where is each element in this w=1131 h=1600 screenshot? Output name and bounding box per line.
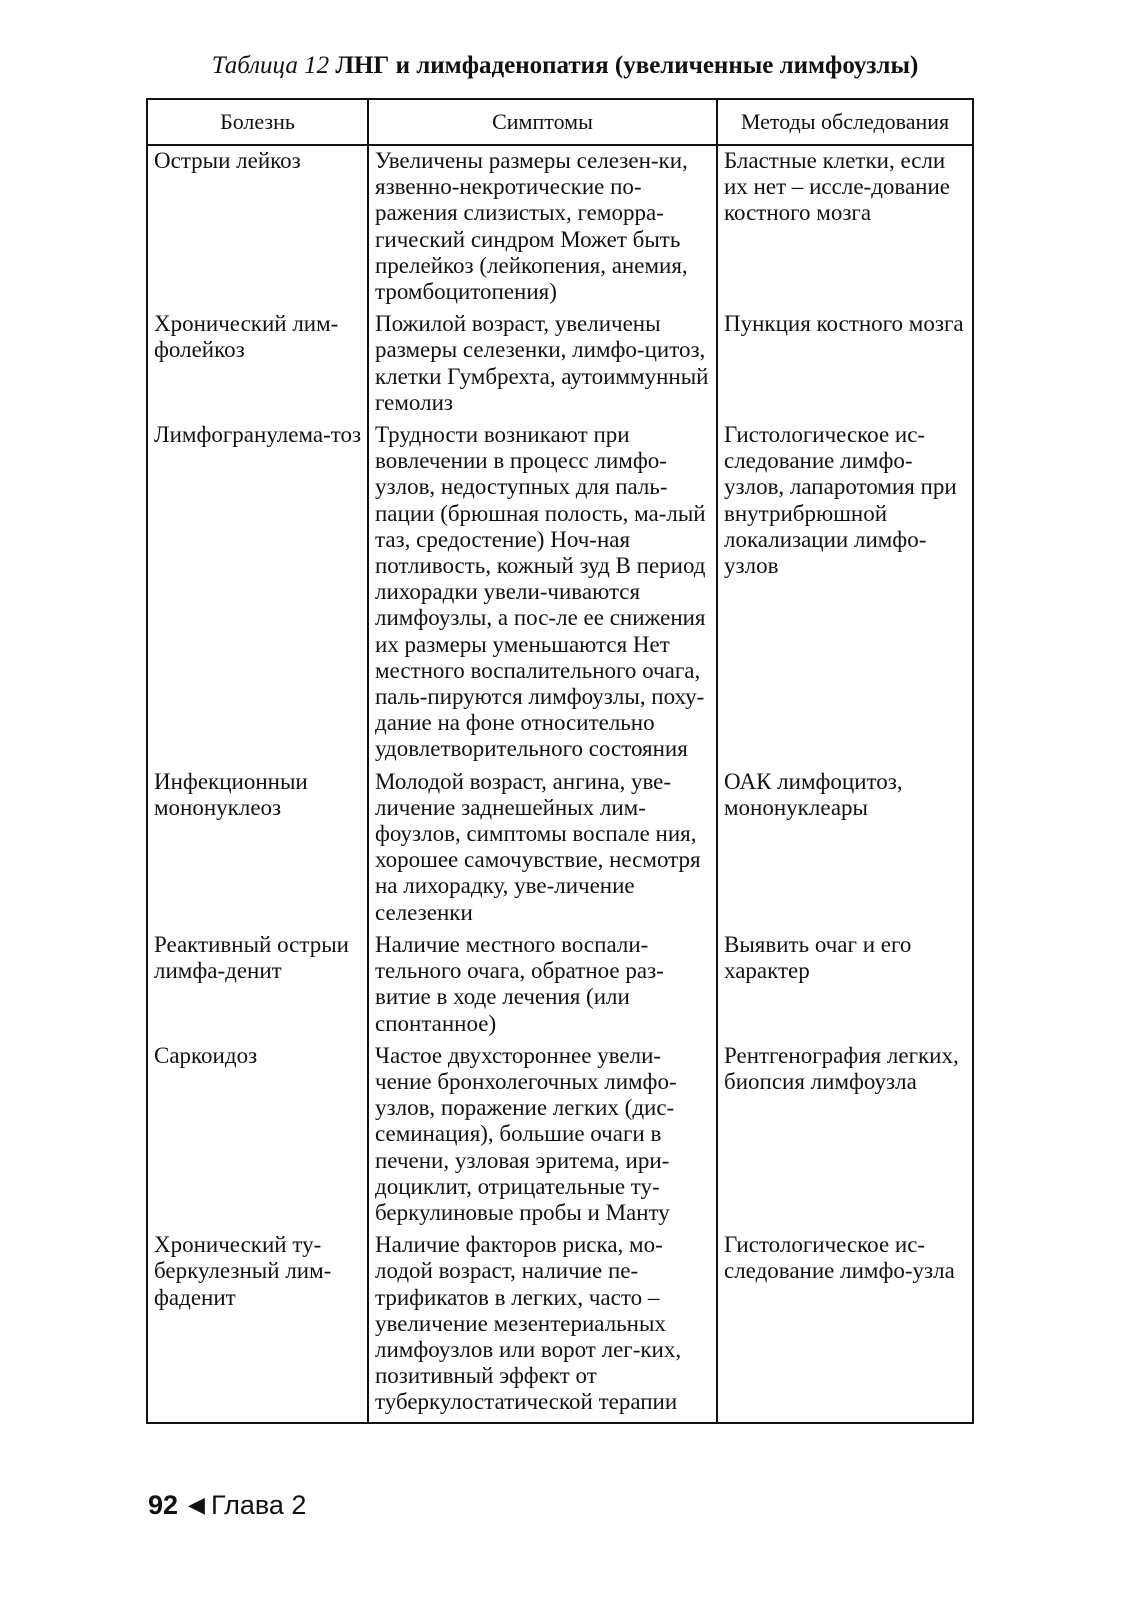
cell-disease: Реактивный острыи лимфа-денит — [147, 932, 368, 1043]
diseases-table — [146, 98, 974, 1424]
table-header-row — [147, 99, 973, 145]
cell-methods: Гистологическое ис-следование лимфо-узла — [717, 1232, 973, 1422]
cell-methods: Гистологическое ис-следование лимфо-узлов, лапаротомия при внутрибрюшной локализации лимфо-узлов — [717, 422, 973, 769]
page-footer — [148, 1490, 306, 1521]
table-caption-title: ЛНГ и лимфаденопатия (увеличенные лимфоузлы) — [335, 52, 919, 79]
table-caption-label: Таблица 12 — [211, 52, 330, 79]
table-row — [147, 1043, 973, 1232]
header-methods: Методы обследования — [717, 99, 973, 145]
table-row — [147, 769, 973, 932]
table-row — [147, 422, 973, 769]
cell-symptoms: Наличие местного воспали-тельного очага, обратное раз-витие в ходе лечения (или спонтанное) — [368, 932, 717, 1043]
table-row — [147, 311, 973, 422]
table-row — [147, 932, 973, 1043]
cell-symptoms: Частое двухстороннее увели-чение бронхолегочных лимфо-узлов, поражение легких (дис-семинация), большие очаги в печени, узловая эритема, ири-доциклит, отрицательные ту-беркулиновые пробы и Манту — [368, 1043, 717, 1232]
cell-disease: Хронический ту-беркулезный лим-фаденит — [147, 1232, 368, 1422]
table-caption — [150, 48, 980, 84]
cell-disease: Инфекционныи мононуклеоз — [147, 769, 368, 932]
cell-symptoms: Увеличены размеры селезен-ки, язвенно-некротические по-ражения слизистых, геморра-гический синдром Может быть прелейкоз (лейкопения, анемия, тромбоцитопения) — [368, 145, 717, 311]
diseases-table-container — [146, 98, 972, 1424]
left-triangle-icon: ◀ — [188, 1492, 205, 1517]
cell-disease: Саркоидоз — [147, 1043, 368, 1232]
cell-symptoms: Пожилой возраст, увеличены размеры селезенки, лимфо-цитоз, клетки Гумбрехта, аутоиммунный гемолиз — [368, 311, 717, 422]
cell-symptoms: Трудности возникают при вовлечении в процесс лимфо-узлов, недоступных для паль-пации (брюшная полость, ма-лый таз, средостение) Ноч-ная потливость, кожный зуд В период лихорадки увели-чиваются лимфоузлы, а пос-ле ее снижения их размеры уменьшаются Нет местного воспалительного очага, паль-пируются лимфоузлы, поху-дание на фоне относительно удовлетворительного состояния — [368, 422, 717, 769]
cell-methods: Бластные клетки, если их нет – иссле-дование костного мозга — [717, 145, 973, 311]
cell-methods: ОАК лимфоцитоз, мононуклеары — [717, 769, 973, 932]
page-number: 92 — [148, 1490, 179, 1520]
chapter-label: Глава 2 — [210, 1490, 307, 1520]
cell-methods: Рентгенография легких, биопсия лимфоузла — [717, 1043, 973, 1232]
table-row — [147, 1232, 973, 1422]
cell-methods: Выявить очаг и его характер — [717, 932, 973, 1043]
cell-symptoms: Наличие факторов риска, мо-лодой возраст, наличие пе-трификатов в легких, часто – увеличение мезентериальных лимфоузлов или ворот лег-ких, позитивный эффект от туберкулостатической терапии — [368, 1232, 717, 1422]
header-disease: Болезнь — [147, 99, 368, 145]
header-symptoms: Симптомы — [368, 99, 717, 145]
cell-disease: Острыи лейкоз — [147, 145, 368, 311]
cell-disease: Лимфогранулема-тоз — [147, 422, 368, 769]
cell-disease: Хронический лим-фолейкоз — [147, 311, 368, 422]
cell-methods: Пункция костного мозга — [717, 311, 973, 422]
table-row — [147, 145, 973, 311]
cell-symptoms: Молодой возраст, ангина, уве-личение заднешейных лим-фоузлов, симптомы воспале ния, хорошее самочувствие, несмотря на лихорадку, уве-личение селезенки — [368, 769, 717, 932]
